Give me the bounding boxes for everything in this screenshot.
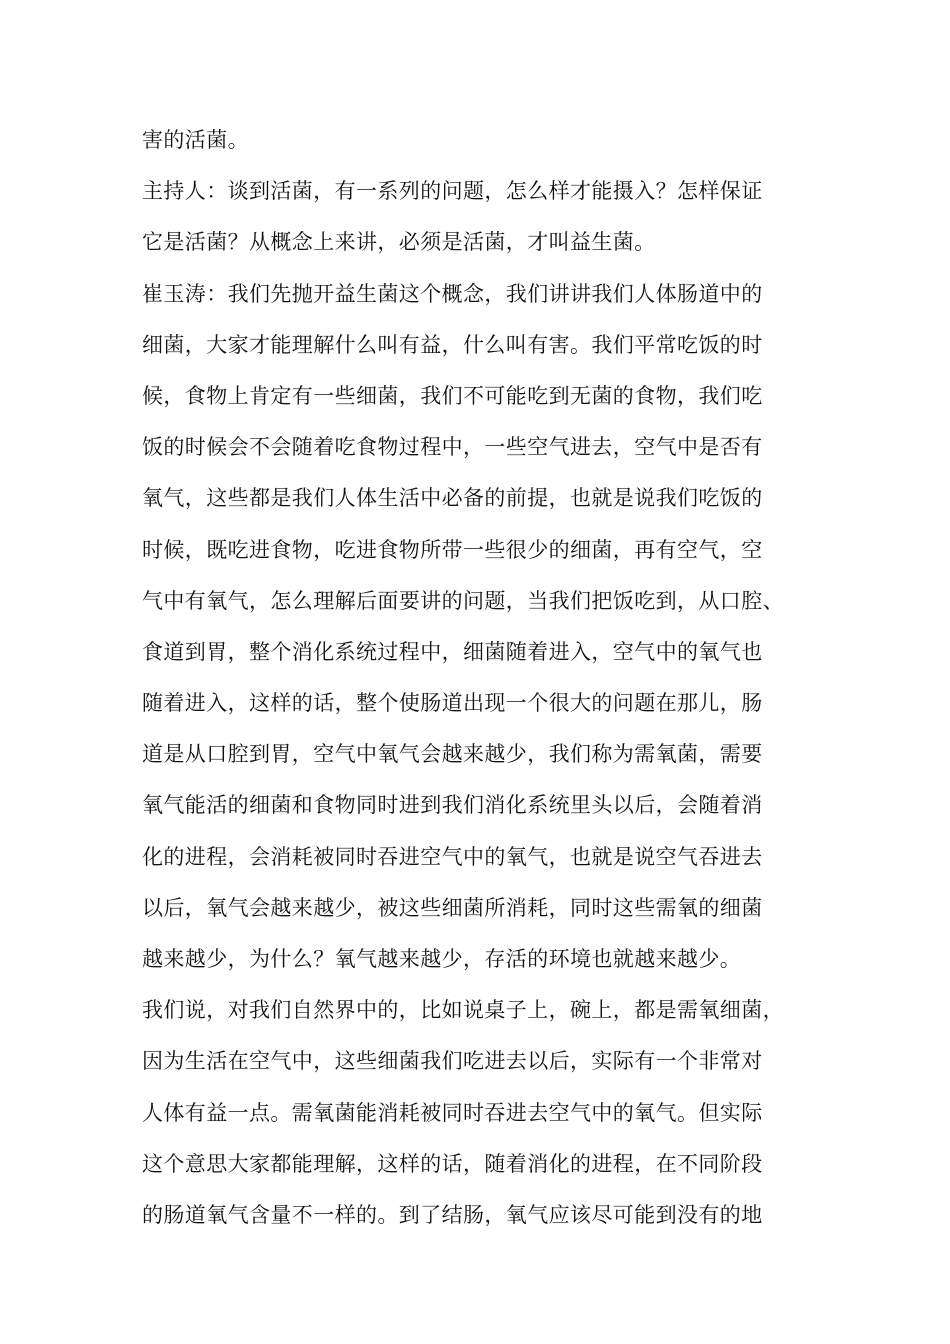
text-line: 随着进入，这样的话，整个使肠道出现一个很大的问题在那儿，肠: [142, 691, 763, 716]
text-line: 化的进程，会消耗被同时吞进空气中的氧气，也就是说空气吞进去: [142, 844, 763, 869]
text-line: 氧气能活的细菌和食物同时进到我们消化系统里头以后，会随着消: [142, 793, 763, 818]
text-line: 饭的时候会不会随着吃食物过程中，一些空气进去，空气中是否有: [142, 435, 763, 460]
text-line: 因为生活在空气中，这些细菌我们吃进去以后，实际有一个非常对: [142, 1049, 763, 1074]
text-line: 细菌，大家才能理解什么叫有益，什么叫有害。我们平常吃饭的时: [142, 332, 763, 357]
text-line: 越来越少，为什么？氧气越来越少，存活的环境也就越来越少。: [142, 947, 742, 971]
text-line: 它是活菌？从概念上来讲，必须是活菌，才叫益生菌。: [142, 230, 656, 255]
text-line: 食道到胃，整个消化系统过程中，细菌随着进入，空气中的氧气也: [142, 639, 763, 664]
body-text: [142, 121, 822, 1247]
text-line: 时候，既吃进食物，吃进食物所带一些很少的细菌，再有空气，空: [142, 537, 763, 562]
text-line: 我们说，对我们自然界中的，比如说桌子上，碗上，都是需氧细菌，: [142, 998, 784, 1023]
text-line: 人体有益一点。需氧菌能消耗被同时吞进去空气中的氧气。但实际: [142, 1100, 763, 1125]
text-line: 氧气，这些都是我们人体生活中必备的前提，也就是说我们吃饭的: [142, 486, 763, 511]
text-line: 气中有氧气，怎么理解后面要讲的问题，当我们把饭吃到，从口腔、: [142, 588, 784, 613]
text-line: 候，食物上肯定有一些细菌，我们不可能吃到无菌的食物，我们吃: [142, 383, 763, 408]
text-line: 崔玉涛：我们先抛开益生菌这个概念，我们讲讲我们人体肠道中的: [142, 281, 763, 306]
text-line: 主持人：谈到活菌，有一系列的问题，怎么样才能摄入？怎样保证: [142, 179, 763, 204]
text-line: 这个意思大家都能理解，这样的话，随着消化的进程，在不同阶段: [142, 1151, 763, 1176]
text-line: 道是从口腔到胃，空气中氧气会越来越少，我们称为需氧菌，需要: [142, 742, 763, 767]
text-line: 以后，氧气会越来越少，被这些细菌所消耗，同时这些需氧的细菌: [142, 895, 763, 920]
text-line: 害的活菌。: [142, 128, 249, 152]
text-line: 的肠道氧气含量不一样的。到了结肠，氧气应该尽可能到没有的地: [142, 1202, 763, 1227]
